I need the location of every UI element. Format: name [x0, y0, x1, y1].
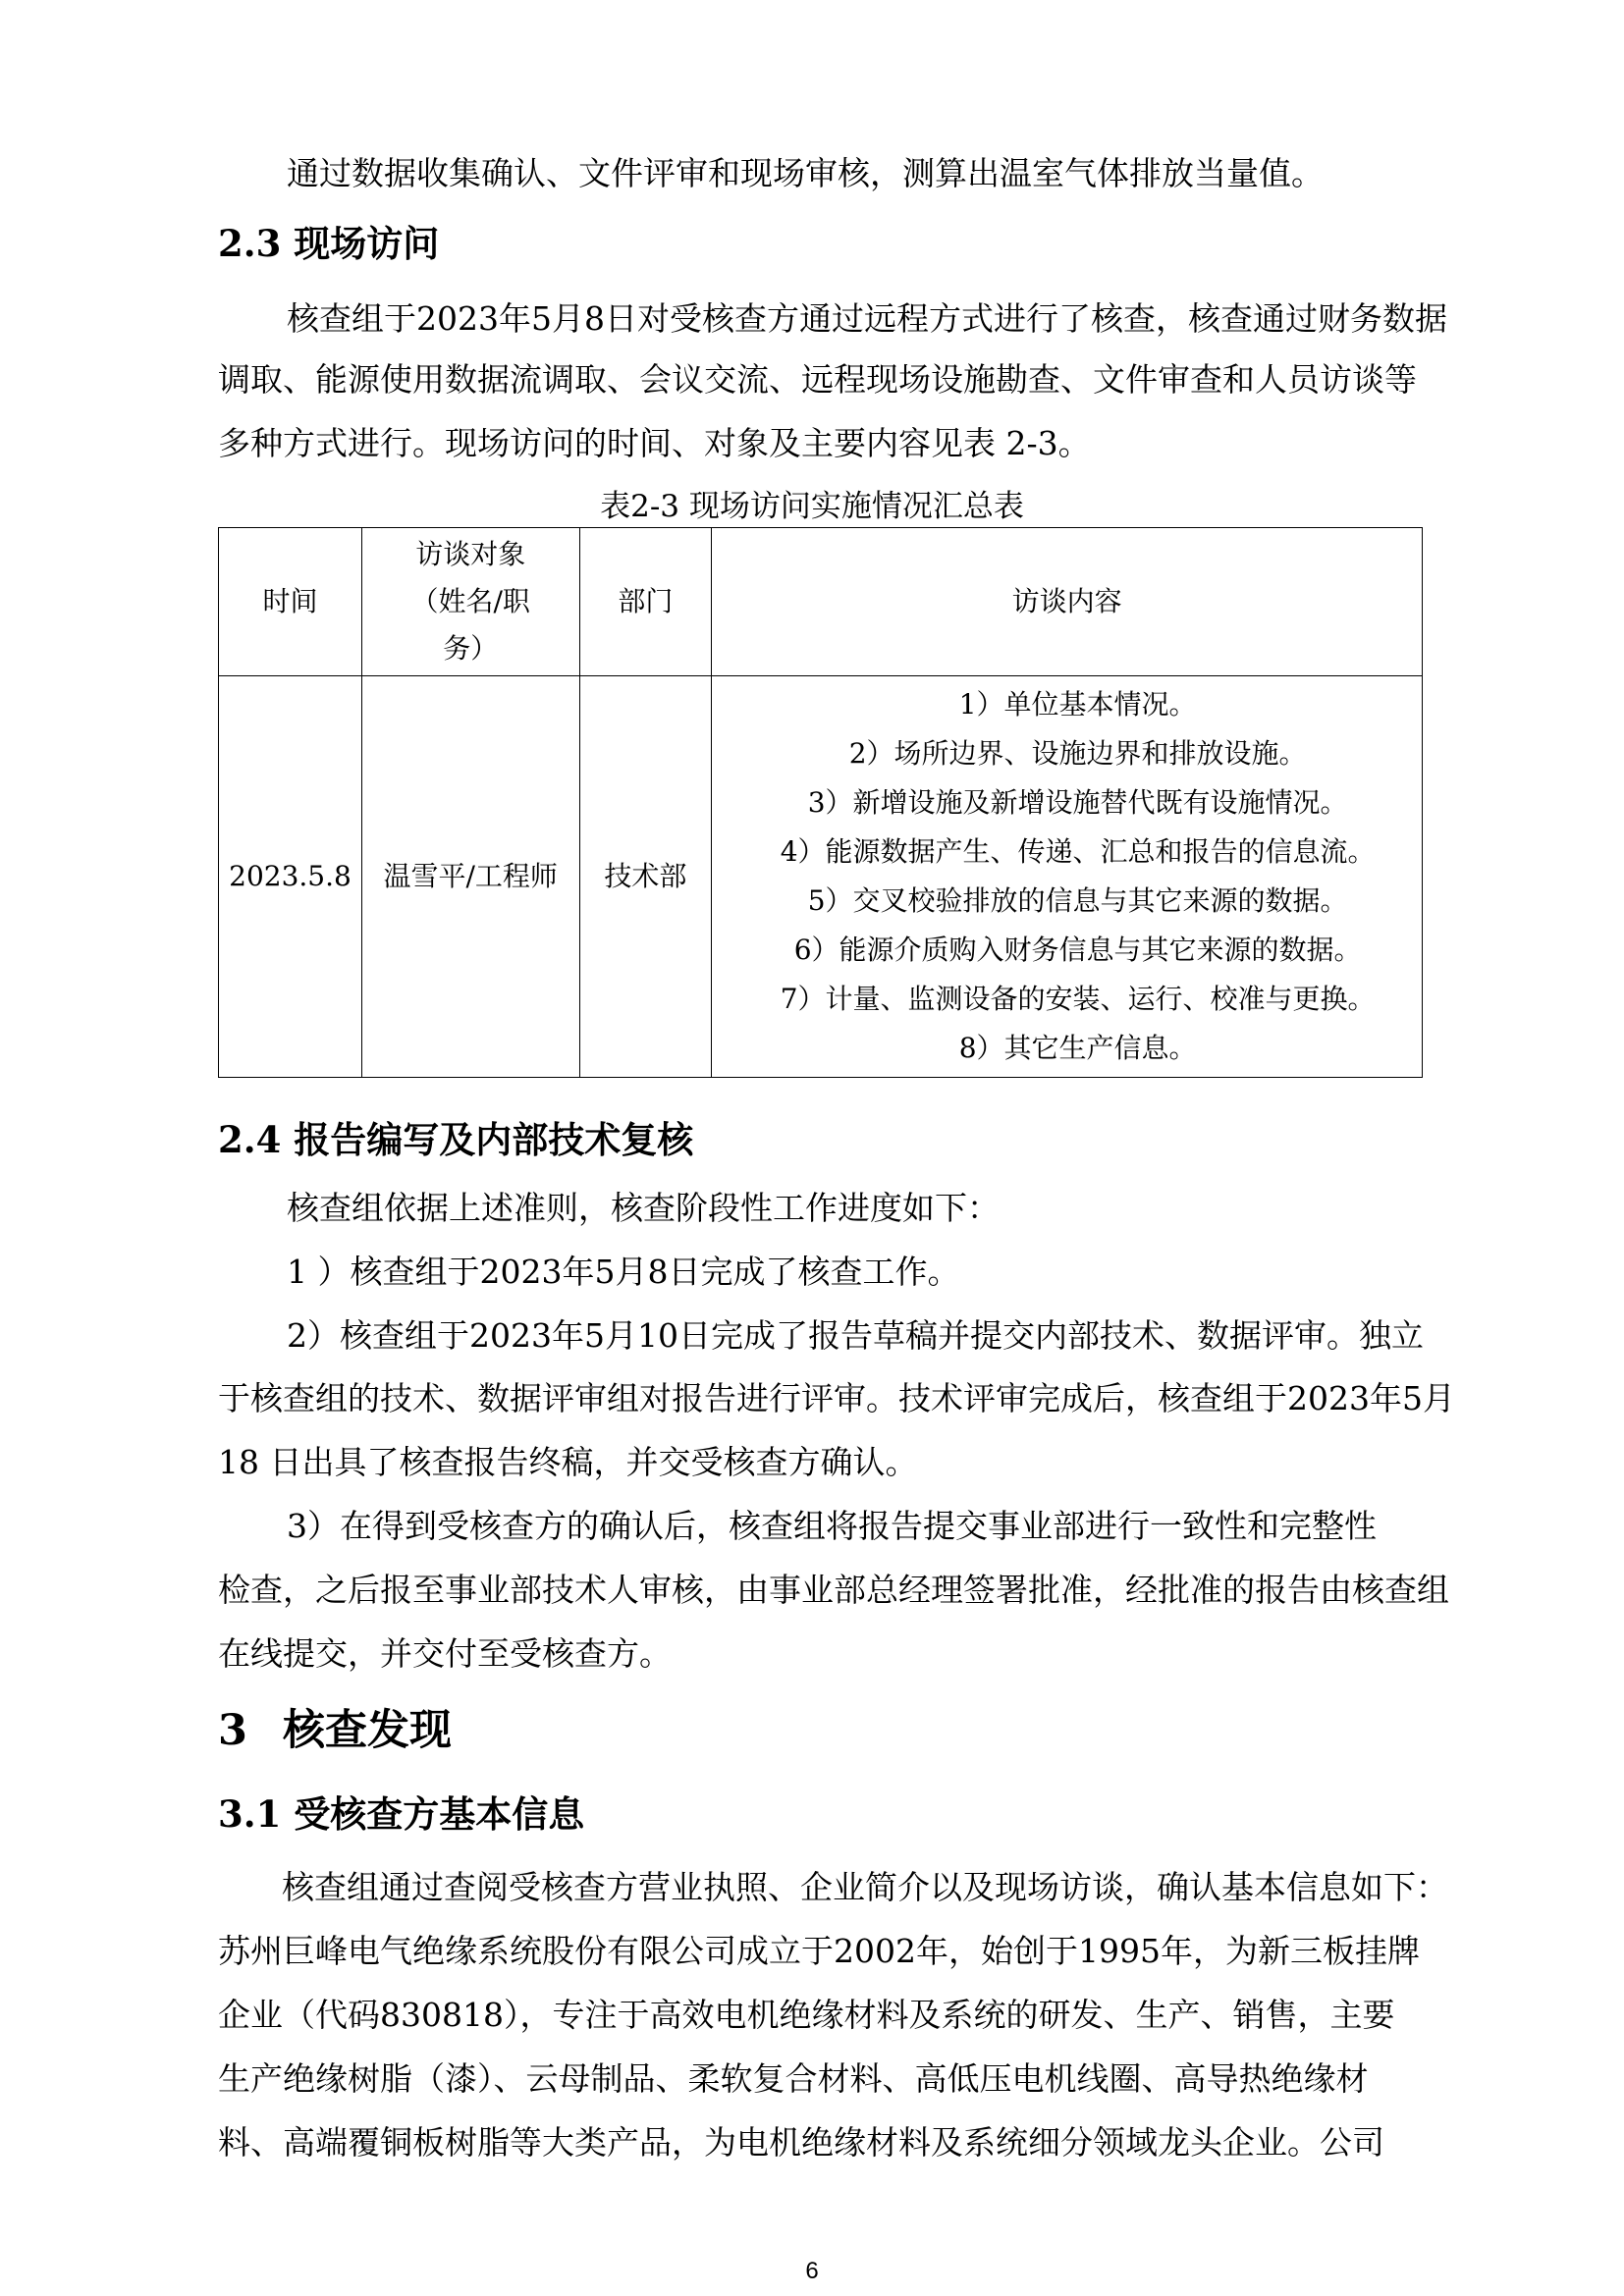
- paragraph-line: 调取、能源使用数据流调取、会议交流、远程现场设施勘查、文件审查和人员访谈等: [218, 360, 1417, 399]
- content-item: 4）能源数据产生、传递、汇总和报告的信息流。: [780, 835, 1376, 868]
- header-dept: 部门: [579, 528, 712, 676]
- paragraph-line: 核查组依据上述准则，核查阶段性工作进度如下：: [287, 1189, 1000, 1227]
- table-caption: 表2-3 现场访问实施情况汇总表: [600, 489, 1024, 524]
- paragraph-line: 生产绝缘树脂（漆）、云母制品、柔软复合材料、高低压电机线圈、高导热绝缘材: [218, 2059, 1369, 2098]
- content-item: 7）计量、监测设备的安装、运行、校准与更换。: [780, 983, 1376, 1015]
- header-content: 访谈内容: [712, 528, 1423, 676]
- interview-summary-table: [218, 527, 1423, 1078]
- paragraph-line: 通过数据收集确认、文件评审和现场审核，测算出温室气体排放当量值。: [287, 154, 1324, 192]
- section-heading-3: [218, 1706, 452, 1755]
- header-interviewee-line: （姓名/职: [410, 585, 530, 617]
- paragraph-line: 1 ）核查组于2023年5月8日完成了核查工作。: [287, 1253, 960, 1291]
- header-interviewee-line: 访谈对象: [415, 538, 526, 570]
- paragraph-line: 核查组于2023年5月8日对受核查方通过远程方式进行了核查，核查通过财务数据: [287, 299, 1447, 338]
- cell-content: [712, 676, 1423, 1078]
- section-heading-3-1: 3.1 受核查方基本信息: [218, 1792, 585, 1836]
- content-item: 2）场所边界、设施边界和排放设施。: [848, 737, 1307, 770]
- section-heading-2-3: 2.3 现场访问: [218, 222, 440, 265]
- page-number: 6: [805, 2258, 819, 2284]
- content-item: 8）其它生产信息。: [958, 1032, 1197, 1064]
- paragraph-line: 检查，之后报至事业部技术人审核，由事业部总经理签署批准，经批准的报告由核查组: [218, 1571, 1449, 1609]
- paragraph-line: 于核查组的技术、数据评审组对报告进行评审。技术评审完成后，核查组于2023年5月: [218, 1379, 1455, 1417]
- section-number: 3: [218, 1706, 247, 1755]
- paragraph-line: 核查组通过查阅受核查方营业执照、企业简介以及现场访谈，确认基本信息如下：: [282, 1868, 1448, 1906]
- header-interviewee-line: 务）: [443, 632, 499, 665]
- section-title: 核查发现: [283, 1706, 452, 1755]
- paragraph-line: 多种方式进行。现场访问的时间、对象及主要内容见表 2-3。: [218, 424, 1091, 462]
- paragraph-line: 3）在得到受核查方的确认后，核查组将报告提交事业部进行一致性和完整性: [287, 1507, 1377, 1545]
- paragraph-line: 企业（代码830818），专注于高效电机绝缘材料及系统的研发、生产、销售，主要: [218, 1996, 1395, 2034]
- content-item: 1）单位基本情况。: [958, 688, 1197, 721]
- header-interviewee: [361, 528, 579, 676]
- section-heading-2-4: 2.4 报告编写及内部技术复核: [218, 1118, 694, 1161]
- paragraph-line: 2）核查组于2023年5月10日完成了报告草稿并提交内部技术、数据评审。独立: [287, 1316, 1424, 1355]
- table-row: [219, 676, 1423, 1078]
- paragraph-line: 18 日出具了核查报告终稿，并交受核查方确认。: [218, 1443, 918, 1481]
- cell-dept: 技术部: [579, 676, 712, 1078]
- content-item: 3）新增设施及新增设施替代既有设施情况。: [807, 786, 1348, 819]
- paragraph-line: 苏州巨峰电气绝缘系统股份有限公司成立于2002年，始创于1995年，为新三板挂牌: [218, 1932, 1420, 1970]
- paragraph-line: 在线提交，并交付至受核查方。: [218, 1634, 672, 1673]
- cell-interviewee: 温雪平/工程师: [361, 676, 579, 1078]
- header-time: 时间: [219, 528, 362, 676]
- cell-time: 2023.5.8: [219, 676, 362, 1078]
- content-item: 6）能源介质购入财务信息与其它来源的数据。: [793, 934, 1362, 966]
- table-header-row: [219, 528, 1423, 676]
- content-item: 5）交叉校验排放的信息与其它来源的数据。: [807, 884, 1348, 917]
- paragraph-line: 料、高端覆铜板树脂等大类产品，为电机绝缘材料及系统细分领域龙头企业。公司: [218, 2123, 1384, 2162]
